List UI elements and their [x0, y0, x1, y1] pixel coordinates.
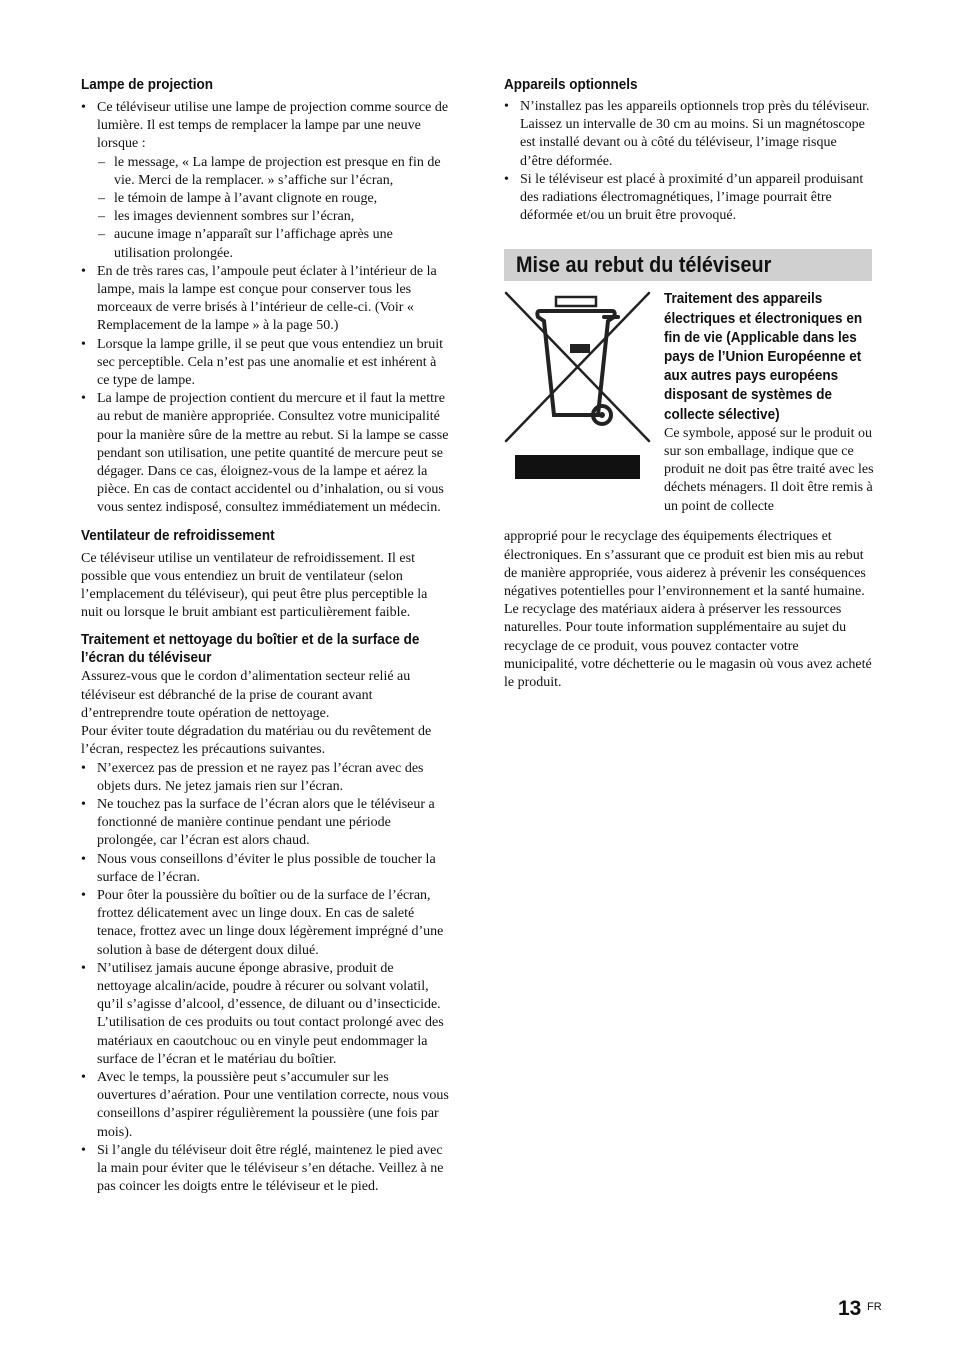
ventilateur-heading: Ventilateur de refroidissement	[81, 526, 275, 544]
list-item: – aucune image n’apparaît sur l’affichage après une utilisation prolongée.	[98, 226, 451, 262]
weee-text-long: approprié pour le recyclage des équipements électriques et électroniques. En s’assurant que ce produit est bien mis au rebut de manière appropriée, vous aiderez à prévenir les conséquences négatives potentielles pour l’environnement et la santé humaine. Le recyclage des matériaux aidera à préserver les ressources naturelles. Pour toute information supplémentaire au sujet du recyclage de ce produit, vous pouvez contacter votre municipalité, votre déchetterie ou le magasin où vous avez acheté le produit.	[504, 529, 872, 691]
page-number: 13	[838, 1297, 862, 1320]
list-item: • Ne touchez pas la surface de l’écran alors que le téléviseur a fonctionné de manière continue pendant une période prolongée, car l’écran est alors chaud.	[81, 796, 451, 851]
left-column	[81, 76, 451, 1196]
nettoyage-list	[81, 760, 451, 1197]
ventilateur-text: Ce téléviseur utilise un ventilateur de refroidissement. Il est possible que vous entendiez un bruit de ventilateur (selon l’emplacement du téléviseur), qui peut être plus perceptible la nuit ou lorsque le bruit ambiant est particulièrement faible.	[81, 550, 428, 621]
right-column	[504, 76, 872, 692]
appareils-list	[504, 98, 872, 225]
list-item: • Si le téléviseur est placé à proximité d’un appareil produisant des radiations électromagnétiques, l’image pourrait être déformée et/ou un bruit être provoqué.	[504, 171, 872, 226]
nettoyage-intro: Assurez-vous que le cordon d’alimentation secteur relié au téléviseur est débranché de la prise de courant avant d’entreprendre toute opération de nettoyage.	[81, 669, 411, 721]
lampe-heading: Lampe de projection	[81, 76, 214, 93]
list-item: – le témoin de lampe à l’avant clignote en rouge,	[98, 190, 451, 208]
list-item: • Nous vous conseillons d’éviter le plus possible de toucher la surface de l’écran.	[81, 851, 451, 887]
list-item: • Ce téléviseur utilise une lampe de projection comme source de lumière. Il est temps de remplacer la lampe par une neuve lorsque : – le message, « La lampe de projection est presque en fin de vie. Merci de la remplacer. » s’affiche sur l’écran, – le témoin de lampe à l’avant clignote en rouge, – les images deviennent sombres sur l’écran, – aucune image n’apparaît sur l’affichage après une utilisation prolongée.	[81, 99, 451, 263]
weee-block	[504, 289, 872, 525]
list-item: • N’exercez pas de pression et ne rayez pas l’écran avec des objets durs. Ne jetez jamais rien sur l’écran.	[81, 760, 451, 796]
appareils-heading: Appareils optionnels	[504, 76, 638, 93]
list-item: • Pour ôter la poussière du boîtier ou de la surface de l’écran, frottez délicatement avec un linge doux. En cas de saleté tenace, frottez avec un linge doux légèrement imprégné d’une solution à base de détergent doux dilué.	[81, 887, 451, 960]
crossed-out-bin-icon	[504, 291, 654, 481]
list-item: • Si l’angle du téléviseur doit être réglé, maintenez le pied avec la main pour éviter que le téléviseur s’en détache. Veillez à ne pas coincer les doigts entre le téléviseur et le pied.	[81, 1142, 451, 1197]
weee-subtitle: Traitement des appareils électriques et électroniques en fin de vie (Applicable dans les pays de l’Union Européenne et aux autres pays européens disposant de systèmes de collecte sélective)	[664, 290, 863, 423]
lampe-list	[81, 99, 451, 518]
list-item: • Lorsque la lampe grille, il se peut que vous entendiez un bruit sec perceptible. Cela n’est pas une anomalie et est inhérent à ce type de lampe.	[81, 336, 451, 391]
section-banner	[504, 249, 872, 281]
list-item: • Avec le temps, la poussière peut s’accumuler sur les ouvertures d’aération. Pour une ventilation correcte, nous vous conseillons d’aspirer régulièrement la poussière (une fois par mois).	[81, 1069, 451, 1142]
weee-text-block	[664, 289, 874, 515]
weee-text-short: Ce symbole, apposé sur le produit ou sur son emballage, indique que ce produit ne doit pas être traité avec les déchets ménagers. Il doit être remis à un point de collecte	[664, 425, 874, 514]
list-item: – le message, « La lampe de projection est presque en fin de vie. Merci de la remplacer. » s’affiche sur l’écran,	[98, 154, 451, 190]
lampe-sublist	[98, 154, 451, 263]
list-item: – les images deviennent sombres sur l’écran,	[98, 208, 451, 226]
nettoyage-intro-2: Pour éviter toute dégradation du matériau ou du revêtement de l’écran, respectez les précautions suivantes.	[81, 724, 432, 758]
list-item: • N’installez pas les appareils optionnels trop près du téléviseur. Laissez un intervalle de 30 cm au moins. Si un magnétoscope est installé devant ou à côté du téléviseur, l’image risque d’être déformée.	[504, 98, 872, 171]
list-item: • En de très rares cas, l’ampoule peut éclater à l’intérieur de la lampe, mais la lampe est conçue pour conserver tous les morceaux de verre brisés à l’intérieur de celle-ci. (Voir « Remplacement de la lampe » à la page 50.)	[81, 263, 451, 336]
banner-title: Mise au rebut du téléviseur	[516, 252, 772, 278]
list-item: • N’utilisez jamais aucune éponge abrasive, produit de nettoyage alcalin/acide, poudre à récurer ou solvant volatil, qu’il s’agisse d’alcool, d’essence, de diluant ou d’insecticide. L’utilisation de ces produits ou tout contact prolongé avec des matériaux en caoutchouc ou en vinyle peut endommager la surface de l’écran et le matériau du boîtier.	[81, 960, 451, 1069]
nettoyage-heading: Traitement et nettoyage du boîtier et de la surface de l’écran du téléviseur	[81, 631, 420, 667]
list-item: • La lampe de projection contient du mercure et il faut la mettre au rebut de manière appropriée. Consultez votre municipalité pour la manière sûre de la mettre au rebut. Si la lampe se casse pendant son utilisation, une petite quantité de mercure peut se dégager. Dans ce cas, éloignez-vous de la lampe et aérez la pièce. En cas de contact accidentel ou d’inhalation, ou si vous vous sentez indisposé, consultez immédiatement un médecin.	[81, 390, 451, 517]
page-language: FR	[867, 1301, 882, 1313]
